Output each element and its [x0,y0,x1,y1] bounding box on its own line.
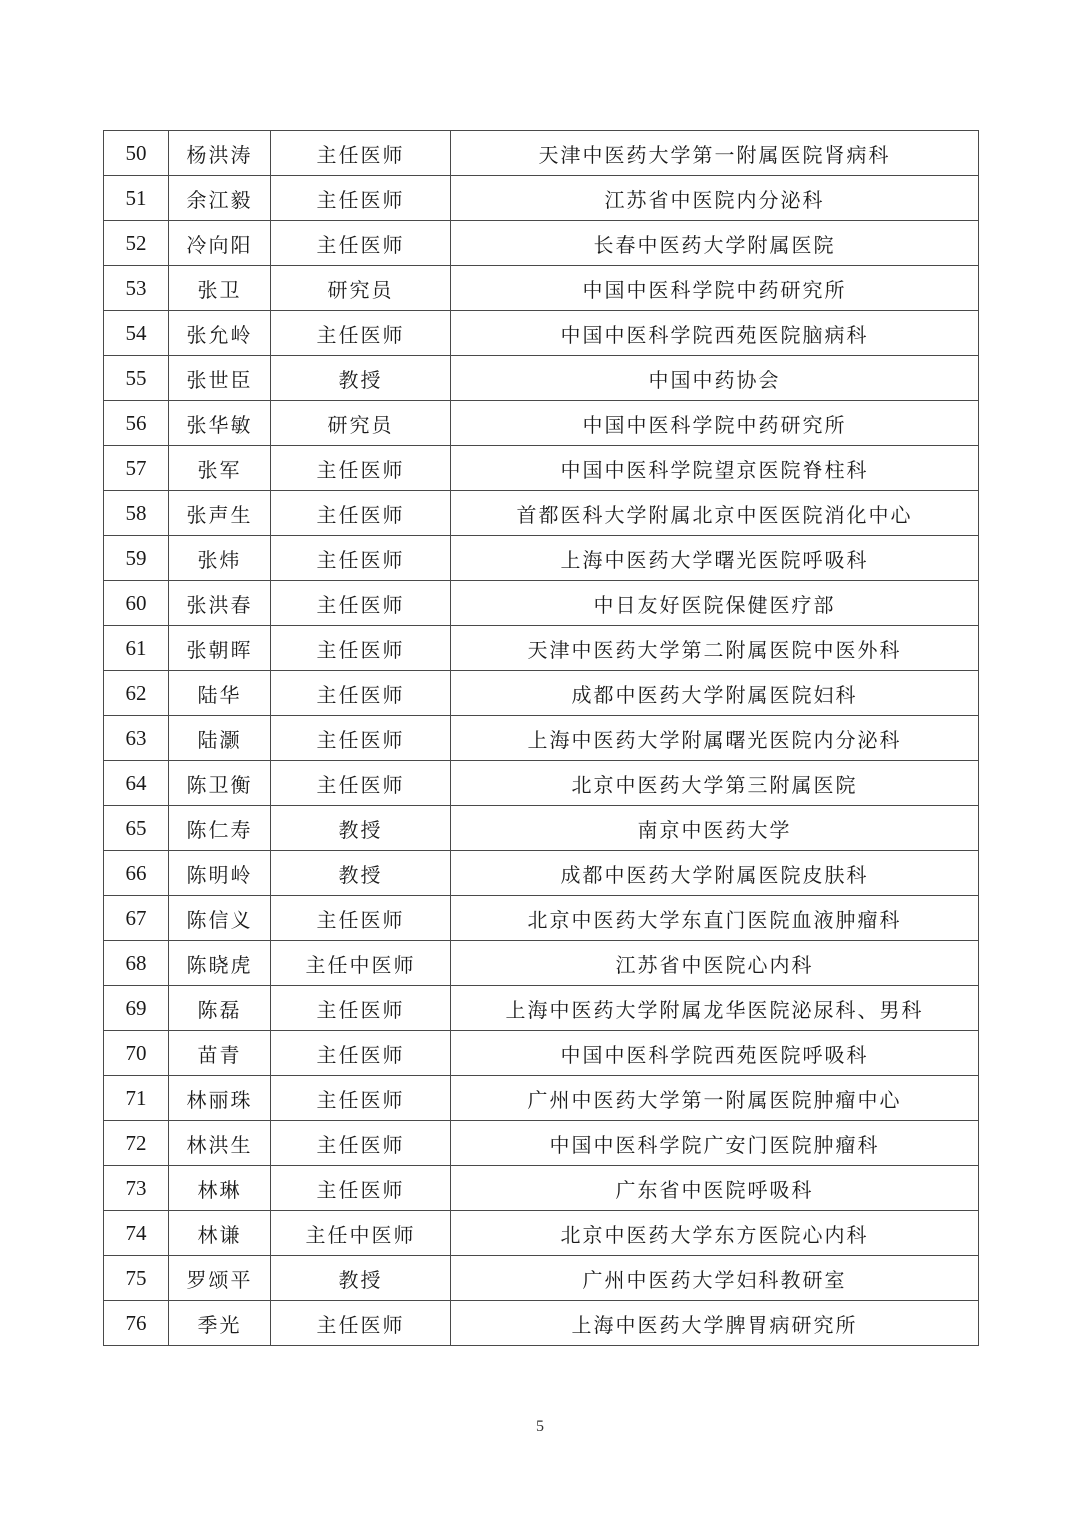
table-row [104,1301,979,1346]
name-cell: 陈晓虎 [169,941,271,986]
table-row [104,941,979,986]
name-cell: 陈仁寿 [169,806,271,851]
row-number-cell: 57 [104,446,169,491]
name-cell: 季光 [169,1301,271,1346]
title-cell: 主任医师 [271,626,451,671]
organization-cell: 天津中医药大学第二附属医院中医外科 [451,626,979,671]
table-row [104,806,979,851]
row-number-cell: 60 [104,581,169,626]
organization-cell: 江苏省中医院心内科 [451,941,979,986]
row-number-cell: 65 [104,806,169,851]
table-row [104,311,979,356]
title-cell: 主任医师 [271,1166,451,1211]
title-cell: 主任医师 [271,716,451,761]
table-row [104,626,979,671]
organization-cell: 江苏省中医院内分泌科 [451,176,979,221]
organization-cell: 中国中医科学院中药研究所 [451,266,979,311]
table-row [104,176,979,221]
title-cell: 研究员 [271,401,451,446]
row-number-cell: 72 [104,1121,169,1166]
row-number-cell: 74 [104,1211,169,1256]
organization-cell: 中国中医科学院西苑医院脑病科 [451,311,979,356]
table-row [104,131,979,176]
name-cell: 张允岭 [169,311,271,356]
row-number-cell: 62 [104,671,169,716]
organization-cell: 成都中医药大学附属医院皮肤科 [451,851,979,896]
table-row [104,1256,979,1301]
table-row [104,1166,979,1211]
name-cell: 苗青 [169,1031,271,1076]
organization-cell: 中国中药协会 [451,356,979,401]
name-cell: 陈磊 [169,986,271,1031]
name-cell: 张世臣 [169,356,271,401]
name-cell: 张朝晖 [169,626,271,671]
organization-cell: 南京中医药大学 [451,806,979,851]
name-cell: 罗颂平 [169,1256,271,1301]
organization-cell: 北京中医药大学东方医院心内科 [451,1211,979,1256]
organization-cell: 北京中医药大学第三附属医院 [451,761,979,806]
row-number-cell: 63 [104,716,169,761]
table-row [104,986,979,1031]
table-row [104,266,979,311]
organization-cell: 广州中医药大学第一附属医院肿瘤中心 [451,1076,979,1121]
title-cell: 主任医师 [271,581,451,626]
table-row [104,851,979,896]
table-row [104,221,979,266]
table-row [104,671,979,716]
name-cell: 林丽珠 [169,1076,271,1121]
title-cell: 主任医师 [271,176,451,221]
organization-cell: 北京中医药大学东直门医院血液肿瘤科 [451,896,979,941]
organization-cell: 上海中医药大学附属曙光医院内分泌科 [451,716,979,761]
name-cell: 林谦 [169,1211,271,1256]
table-row [104,401,979,446]
organization-cell: 广东省中医院呼吸科 [451,1166,979,1211]
name-cell: 余江毅 [169,176,271,221]
organization-cell: 上海中医药大学曙光医院呼吸科 [451,536,979,581]
table-row [104,1031,979,1076]
name-cell: 张洪春 [169,581,271,626]
title-cell: 主任医师 [271,1121,451,1166]
title-cell: 主任中医师 [271,941,451,986]
table-row [104,536,979,581]
organization-cell: 中国中医科学院望京医院脊柱科 [451,446,979,491]
title-cell: 主任医师 [271,986,451,1031]
title-cell: 主任医师 [271,1301,451,1346]
title-cell: 教授 [271,1256,451,1301]
row-number-cell: 69 [104,986,169,1031]
row-number-cell: 50 [104,131,169,176]
name-cell: 林洪生 [169,1121,271,1166]
row-number-cell: 67 [104,896,169,941]
title-cell: 主任中医师 [271,1211,451,1256]
table-row [104,446,979,491]
name-cell: 张卫 [169,266,271,311]
table-body [104,131,979,1346]
organization-cell: 成都中医药大学附属医院妇科 [451,671,979,716]
name-cell: 张华敏 [169,401,271,446]
title-cell: 教授 [271,806,451,851]
name-cell: 张炜 [169,536,271,581]
title-cell: 主任医师 [271,671,451,716]
row-number-cell: 54 [104,311,169,356]
name-cell: 陈信义 [169,896,271,941]
row-number-cell: 75 [104,1256,169,1301]
title-cell: 教授 [271,851,451,896]
title-cell: 主任医师 [271,761,451,806]
name-cell: 林琳 [169,1166,271,1211]
title-cell: 主任医师 [271,1076,451,1121]
name-cell: 陆华 [169,671,271,716]
title-cell: 主任医师 [271,131,451,176]
row-number-cell: 71 [104,1076,169,1121]
expert-list-table-container [103,130,978,1346]
name-cell: 张声生 [169,491,271,536]
organization-cell: 上海中医药大学附属龙华医院泌尿科、男科 [451,986,979,1031]
organization-cell: 广州中医药大学妇科教研室 [451,1256,979,1301]
title-cell: 主任医师 [271,536,451,581]
table-row [104,716,979,761]
organization-cell: 天津中医药大学第一附属医院肾病科 [451,131,979,176]
organization-cell: 中国中医科学院中药研究所 [451,401,979,446]
row-number-cell: 58 [104,491,169,536]
name-cell: 杨洪涛 [169,131,271,176]
table-row [104,1211,979,1256]
name-cell: 冷向阳 [169,221,271,266]
name-cell: 陈明岭 [169,851,271,896]
organization-cell: 中国中医科学院广安门医院肿瘤科 [451,1121,979,1166]
row-number-cell: 52 [104,221,169,266]
page-number: 5 [536,1418,544,1435]
table-row [104,491,979,536]
row-number-cell: 53 [104,266,169,311]
row-number-cell: 55 [104,356,169,401]
organization-cell: 长春中医药大学附属医院 [451,221,979,266]
row-number-cell: 70 [104,1031,169,1076]
table-row [104,896,979,941]
row-number-cell: 68 [104,941,169,986]
organization-cell: 中日友好医院保健医疗部 [451,581,979,626]
row-number-cell: 64 [104,761,169,806]
row-number-cell: 56 [104,401,169,446]
organization-cell: 中国中医科学院西苑医院呼吸科 [451,1031,979,1076]
organization-cell: 上海中医药大学脾胃病研究所 [451,1301,979,1346]
row-number-cell: 51 [104,176,169,221]
table-row [104,356,979,401]
organization-cell: 首都医科大学附属北京中医医院消化中心 [451,491,979,536]
title-cell: 主任医师 [271,491,451,536]
title-cell: 研究员 [271,266,451,311]
row-number-cell: 76 [104,1301,169,1346]
expert-list-table [103,130,979,1346]
title-cell: 主任医师 [271,896,451,941]
name-cell: 张军 [169,446,271,491]
table-row [104,1076,979,1121]
table-row [104,761,979,806]
name-cell: 陈卫衡 [169,761,271,806]
row-number-cell: 73 [104,1166,169,1211]
title-cell: 教授 [271,356,451,401]
table-row [104,1121,979,1166]
title-cell: 主任医师 [271,446,451,491]
row-number-cell: 61 [104,626,169,671]
title-cell: 主任医师 [271,311,451,356]
title-cell: 主任医师 [271,1031,451,1076]
title-cell: 主任医师 [271,221,451,266]
name-cell: 陆灏 [169,716,271,761]
table-row [104,581,979,626]
row-number-cell: 66 [104,851,169,896]
row-number-cell: 59 [104,536,169,581]
